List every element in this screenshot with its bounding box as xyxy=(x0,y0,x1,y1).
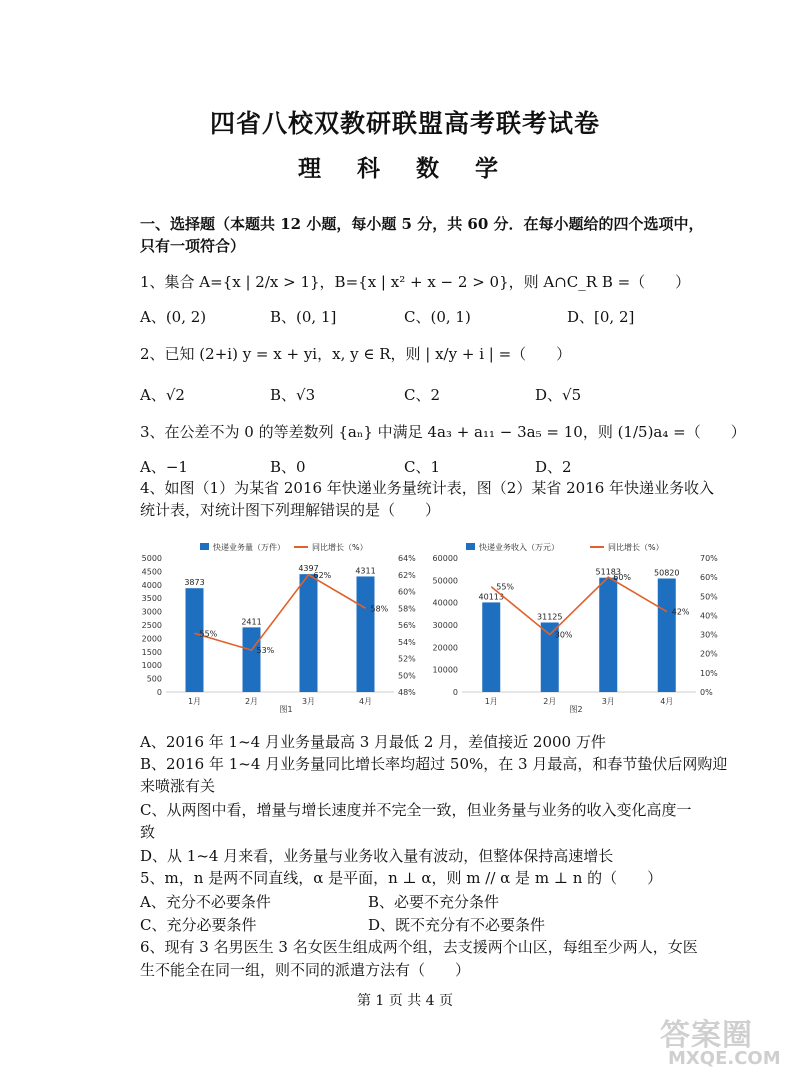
question-4-option-d: D、从 1~4 月来看，业务量与业务收入量有波动，但整体保持高速增长 xyxy=(140,847,614,865)
y-tick-label: 2500 xyxy=(141,621,162,630)
y-tick-label: 10000 xyxy=(432,665,458,675)
line-value-label: 60% xyxy=(613,573,632,583)
x-tick-label: 1月 xyxy=(484,697,498,706)
question-5-option-c: C、充分必要条件 xyxy=(140,916,257,934)
question-3-option-a: A、−1 xyxy=(140,458,188,476)
y2-tick-label: 62% xyxy=(398,570,416,580)
question-3-option-c: C、1 xyxy=(404,458,441,476)
page-subtitle: 理 科 数 学 xyxy=(297,155,513,182)
line-value-label: 42% xyxy=(671,607,690,617)
bar xyxy=(357,576,375,692)
bar xyxy=(482,602,500,692)
y2-tick-label: 0% xyxy=(700,688,713,697)
bar-value-label: 40113 xyxy=(478,592,504,602)
watermark-logo: 答案圈 xyxy=(660,1018,753,1053)
line-value-label: 62% xyxy=(313,570,332,580)
question-1-option-a: A、(0, 2) xyxy=(140,308,207,326)
y2-tick-label: 58% xyxy=(398,604,416,614)
line-value-label: 58% xyxy=(370,604,389,614)
y2-tick-label: 48% xyxy=(398,688,416,697)
question-1-option-d: D、[0, 2] xyxy=(567,308,635,326)
x-tick-label: 2月 xyxy=(244,697,259,706)
y-tick-label: 50000 xyxy=(432,576,458,586)
x-tick-label: 4月 xyxy=(358,697,373,706)
y-tick-label: 0 xyxy=(156,688,162,697)
question-5-stem: 5、m，n 是两不同直线，α 是平面，n ⊥ α，则 m // α 是 m ⊥ n 的（ ） xyxy=(140,869,663,887)
y2-tick-label: 52% xyxy=(398,654,416,664)
y-tick-label: 3000 xyxy=(141,607,162,617)
legend-label-bar: 快递业务量（万件） xyxy=(213,543,285,552)
y2-tick-label: 54% xyxy=(398,637,416,647)
question-5-option-a: A、充分不必要条件 xyxy=(140,893,271,911)
question-2-option-a: A、√2 xyxy=(140,386,185,404)
y2-tick-label: 56% xyxy=(398,621,416,630)
question-2-option-c: C、2 xyxy=(404,386,441,404)
bar xyxy=(599,578,617,692)
legend-swatch-bar xyxy=(200,543,209,550)
bar xyxy=(658,579,676,692)
watermark-url: MXQE.COM xyxy=(668,1048,781,1069)
y2-tick-label: 50% xyxy=(700,592,718,602)
question-4-option-b-line2: 来喷涨有关 xyxy=(140,777,216,795)
question-4-line2: 统计表，对统计图下列理解错误的是（ ） xyxy=(140,501,441,519)
y2-tick-label: 50% xyxy=(398,671,416,681)
y2-tick-label: 60% xyxy=(398,587,416,597)
question-6-line2: 生不能全在同一组，则不同的派遣方法有（ ） xyxy=(140,961,471,979)
question-5-option-b: B、必要不充分条件 xyxy=(368,893,500,911)
question-1-option-b: B、(0, 1] xyxy=(270,308,337,326)
y2-tick-label: 30% xyxy=(700,630,718,640)
question-2-stem: 2、已知 (2+i) y = x + yi，x, y ∈ R，则 | x/y + i | =（ ） xyxy=(140,345,572,363)
bar-value-label: 31125 xyxy=(537,612,563,622)
line-value-label: 55% xyxy=(496,582,515,592)
y-tick-label: 1000 xyxy=(141,661,162,671)
bar xyxy=(186,588,204,692)
line-value-label: 53% xyxy=(256,646,275,656)
chart-caption: 图2 xyxy=(569,705,583,714)
bar-value-label: 3873 xyxy=(184,578,205,588)
question-4-option-a: A、2016 年 1~4 月业务量最高 3 月最低 2 月，差值接近 2000 万件 xyxy=(140,733,606,751)
page-footer: 第 1 页 共 4 页 xyxy=(356,993,454,1009)
question-2-option-b: B、√3 xyxy=(270,386,316,404)
y-tick-label: 0 xyxy=(452,688,458,697)
question-4-option-c-line2: 致 xyxy=(140,823,156,841)
bar-value-label: 50820 xyxy=(654,568,680,578)
x-tick-label: 1月 xyxy=(187,697,202,706)
y-tick-label: 20000 xyxy=(432,643,458,653)
y-tick-label: 2000 xyxy=(141,634,162,644)
y-tick-label: 3500 xyxy=(141,594,162,604)
legend-swatch-bar xyxy=(466,543,475,550)
question-1-option-c: C、(0, 1) xyxy=(404,308,471,326)
y2-tick-label: 64% xyxy=(398,554,416,563)
question-3-option-b: B、0 xyxy=(270,458,306,476)
x-tick-label: 3月 xyxy=(301,697,316,706)
bar-value-label: 4397 xyxy=(298,564,319,574)
line-value-label: 30% xyxy=(554,630,573,640)
section-heading-line1: 一、选择题（本题共 12 小题，每小题 5 分，共 60 分．在每小题给的四个选项中， xyxy=(140,215,704,233)
y2-tick-label: 60% xyxy=(700,573,718,583)
growth-line xyxy=(195,575,366,650)
bar xyxy=(243,627,261,692)
y2-tick-label: 70% xyxy=(700,554,718,563)
bar xyxy=(300,574,318,692)
y-tick-label: 60000 xyxy=(432,554,458,563)
line-value-label: 55% xyxy=(199,629,218,639)
bar-value-label: 2411 xyxy=(241,617,262,627)
x-tick-label: 3月 xyxy=(601,697,615,706)
question-3-option-d: D、2 xyxy=(535,458,572,476)
y2-tick-label: 10% xyxy=(700,668,718,678)
y-tick-label: 40000 xyxy=(432,598,458,608)
question-2-option-d: D、√5 xyxy=(535,386,582,404)
question-5-option-d: D、既不充分有不必要条件 xyxy=(368,916,546,934)
x-tick-label: 4月 xyxy=(660,697,674,706)
question-3-stem: 3、在公差不为 0 的等差数列 {aₙ} 中满足 4a₃ + a₁₁ − 3a₅ = 10，则 (1/5)a₄ =（ ） xyxy=(140,423,746,441)
y-tick-label: 30000 xyxy=(432,621,458,630)
bar-value-label: 4311 xyxy=(355,566,376,576)
chart-caption: 图1 xyxy=(279,705,293,714)
question-4-option-c-line1: C、从两图中看，增量与增长速度并不完全一致，但业务量与业务的收入变化高度一 xyxy=(140,801,692,819)
x-tick-label: 2月 xyxy=(543,697,557,706)
legend-label-bar: 快递业务收入（万元） xyxy=(479,543,559,552)
legend-label-line: 同比增长（%） xyxy=(312,543,368,552)
question-6-line1: 6、现有 3 名男医生 3 名女医生组成两个组，去支援两个山区，每组至少两人，女医 xyxy=(140,938,698,956)
y-tick-label: 500 xyxy=(146,674,162,684)
y2-tick-label: 40% xyxy=(700,611,718,621)
chart-figure-2 xyxy=(426,536,726,716)
growth-line xyxy=(491,577,667,634)
y-tick-label: 4500 xyxy=(141,567,162,577)
question-4-line1: 4、如图（1）为某省 2016 年快递业务量统计表，图（2）某省 2016 年快递业务收入 xyxy=(140,479,715,497)
question-1-stem: 1、集合 A={x | 2/x > 1}，B={x | x² + x − 2 > 0}，则 A∩C_R B =（ ） xyxy=(140,273,691,291)
bar-value-label: 51183 xyxy=(595,567,621,577)
y-tick-label: 5000 xyxy=(141,554,162,563)
question-4-option-b-line1: B、2016 年 1~4 月业务量同比增长率均超过 50%，在 3 月最高，和春节蛰伏后网购迎 xyxy=(140,755,728,773)
y-tick-label: 4000 xyxy=(141,580,162,590)
legend-label-line: 同比增长（%） xyxy=(608,543,664,552)
chart-figure-1 xyxy=(138,536,424,716)
section-heading-line2: 只有一项符合） xyxy=(140,237,246,255)
y-tick-label: 1500 xyxy=(141,647,162,657)
page-title: 四省八校双教研联盟高考联考试卷 xyxy=(209,109,600,138)
y2-tick-label: 20% xyxy=(700,649,718,659)
